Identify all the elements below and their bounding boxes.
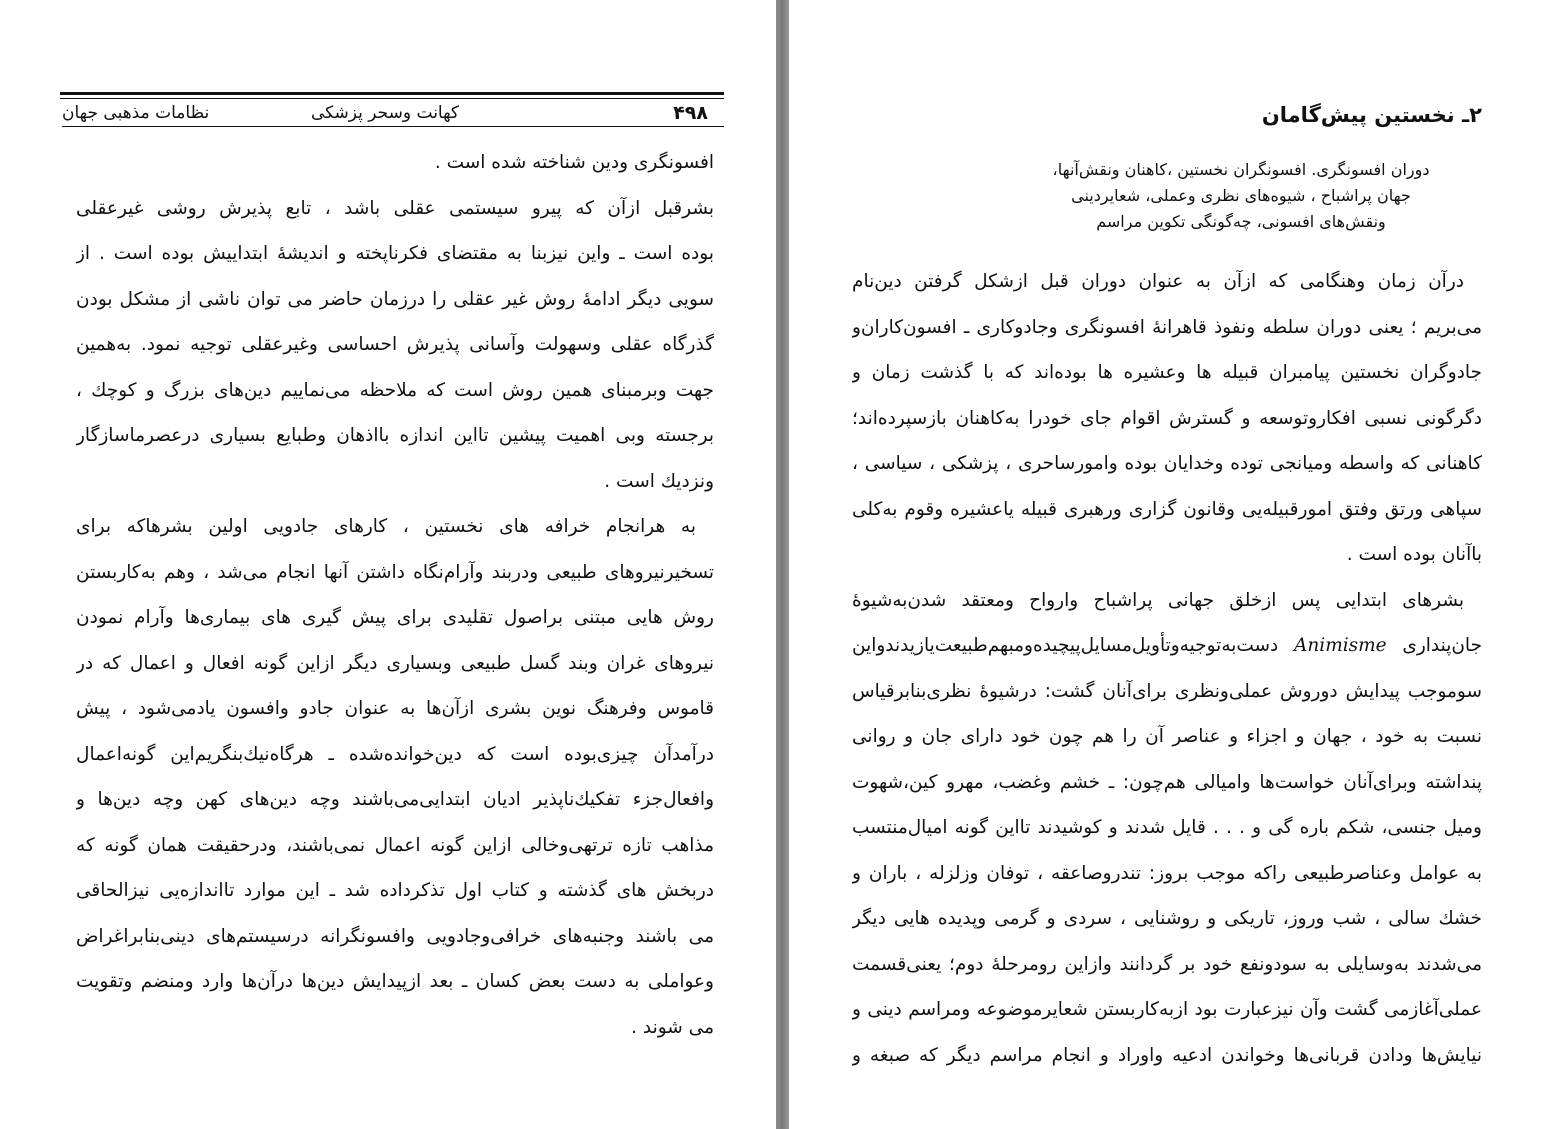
- text-line: سوموجب پیدایش دوروش عملی‌ونظری برای‌آنان گشت: درشیوهٔ نظری‌بنابرقیاس: [852, 680, 1482, 702]
- latin-term: Animisme: [1294, 635, 1387, 656]
- text-line: می باشند وجنبه‌های خرافی‌وجادویی وافسونگرانه درسیستم‌های دینی‌بنابراغراض: [76, 925, 714, 947]
- text-line: نسبت به خود ، جهان و اجزاء و عناصر آن را هم چون خود دارای جان و روانی: [852, 726, 1482, 747]
- text-line: ومیل جنسی، شکم باره گی و . . . قایل شدند و کوشیدند تااین گونه امیال‌منتسب: [852, 817, 1482, 838]
- text-line: بوده است ـ واین نیزبنا به مقتضای فکرناپخته و اندیشهٔ ابتداییش بوده است . از: [76, 243, 714, 264]
- summary-line: ونقش‌های افسونی، چه‌گونگی تکوین مراسم: [1096, 212, 1386, 231]
- text-line: عملی‌آغازمی گشت وآن نیزعبارت بود ازبه‌کاربستن شعایرموضوعه ومراسم دینی و: [852, 999, 1482, 1020]
- text-line: سپاهی ورتق وفتق امورقبیله‌یی وقانون گزاری ورهبری قبیله یاعشیره وقوم به‌کلی: [852, 498, 1482, 520]
- text-line: به هرانجام خرافه های نخستین ، کارهای جادویی اولین بشرهاکه برای: [76, 516, 696, 537]
- text-line: جهت وبرمبنای همین روش است که ملاحظه می‌نماییم دین‌های بزرگ و کوچك ،: [76, 379, 714, 401]
- text-line: روش هایی مبتنی براصول تقلیدی برای پیش گیری های بیماری‌ها وآرام نمودن: [76, 607, 714, 628]
- text-line: قاموس وفرهنگ نوین بشری ازآن‌ها به عنوان جادو وافسون یادمی‌شود ، پیش: [76, 698, 714, 719]
- text-line: گذرگاه عقلی وسهولت وآسانی پذیرش احساسی وغیرعقلی توجیه نمود. به‌همین: [76, 334, 714, 355]
- text-line: می‌بریم ؛ یعنی دوران سلطه ونفوذ قاهرانهٔ افسونگری وجادوکاری ـ افسون‌کاران‌و: [852, 316, 1482, 338]
- text-line: ونزدیك است .: [604, 470, 714, 492]
- text-line: کاهنانی که واسطه ومیانجی توده وخدایان بوده وامورساحری ، پزشکی ، سیاسی ،: [852, 453, 1482, 474]
- page-number: ۴۹۸: [673, 102, 708, 124]
- text-line: بشرقبل ازآن که پیرو سیستمی عقلی باشد ، تابع پذیرش روشی غیرعقلی: [76, 197, 714, 219]
- text-line: بشرهای ابتدایی پس ازخلق جهانی پراشباح وارواح ومعتقد شدن‌به‌شیوهٔ: [852, 589, 1464, 611]
- left-page-text: [76, 140, 714, 1050]
- text-line: به عوامل وعناصرطبیعی راکه موجب بروز: تندروصاعقه ، توفان وزلزله ، باران و: [852, 862, 1482, 884]
- section-title: ۲ـ نخستین پیش‌گامان: [1261, 103, 1482, 127]
- text-line: می‌شدند به‌وسایلی به سودونفع خود بر گردانند وازاین رومرحلهٔ دوم؛ یعنی‌قسمت: [852, 953, 1482, 975]
- text-line: وافعال‌جزء تفکیك‌ناپذیر ادیان ابتدایی‌می‌باشند وچه دین‌های کهن وچه دین‌ها و: [76, 789, 714, 810]
- header-rule-bottom: [62, 126, 724, 127]
- text-line: مذاهب تازه ترتهی‌وخالی ازاین گونه اعمال نمی‌باشند، ودرحقیقت همان گونه که: [76, 834, 714, 856]
- text-line: تسخیرنیروهای طبیعی ودربند وآرام‌نگاه داشتن آنها انجام می‌شد ، وهم به‌کاربستن: [76, 561, 714, 583]
- text-line: دگرگونی نسبی افکاروتوسعه و گسترش اقوام جای خودرا به‌کاهنان بازسپرده‌اند؛: [852, 407, 1482, 429]
- text-line: می شوند .: [631, 1016, 714, 1038]
- text-line: دربخش های گذشته و کتاب اول تذکرداده شد ـ این موارد تااندازه‌یی نیزالحاقی: [76, 880, 714, 901]
- text-line: وعواملی به دست بعض کسان ـ بعد ازپیدایش دین‌ها درآن‌ها وارد ومنضم وتقویت: [76, 971, 714, 992]
- text-line: پنداشته وبرای‌آنان خواست‌ها وامیالی هم‌چون: ـ خشم وغضب، مهرو کین،شهوت: [852, 771, 1482, 793]
- running-book-title: نظامات مذهبی جهان: [62, 103, 210, 123]
- text-line: خشك سالی ، شب وروز، تاریکی و روشنایی ، سردی و گرمی وپدیده هایی دیگر: [852, 908, 1482, 929]
- text-line: نیایش‌ها ودادن قربانی‌ها وخواندن ادعیه واوراد و انجام مراسم دیگر که صبغه و: [852, 1044, 1482, 1066]
- text-fragment: جان‌پنداری: [1402, 635, 1482, 656]
- text-line: جادوگران نخستین پیامبران قبیله ها وعشیره ها بوده‌اند که با گذشت زمان و: [852, 362, 1482, 383]
- text-line: برجسته وبی اهمیت پیشین تااین اندازه بااذهان وطبایع بسیاری درعصرماسازگار: [76, 425, 714, 446]
- text-fragment: دست‌به‌توجیه‌وتأویل‌مسایل‌پیچیده‌ومبهم‌طبیعت‌یازیدندواین: [852, 635, 1279, 656]
- summary-line: جهان پراشباح ، شیوه‌های نظری وعملی، شعایردینی: [1071, 186, 1411, 205]
- running-chapter-title: کهانت وسحر پزشکی: [310, 103, 460, 123]
- text-line: درآن زمان وهنگامی که ازآن به عنوان دوران قبل ازشکل گرفتن دین‌نام: [852, 271, 1464, 292]
- header-rule-top: [60, 92, 724, 95]
- text-line: نیروهای غران وبند گسل طبیعی وبسیاری دیگر ازاین گونه افعال و اعمال که در: [76, 652, 714, 674]
- summary-line: دوران افسونگری. افسونگران نخستین ،کاهنان ونقش‌آنها،: [1052, 160, 1430, 179]
- right-page-text: [852, 259, 1482, 1078]
- text-line: افسونگری ودین شناخته شده است .: [434, 152, 714, 173]
- text-line: [852, 623, 1482, 669]
- text-line: سویی دیگر ادامهٔ روش غیر عقلی را درزمان حاضر می توان ناشی از مشکل بودن: [76, 288, 714, 310]
- section-summary: [1000, 157, 1482, 235]
- text-line: درآمدآن چیزی‌بوده است که دین‌خوانده‌شده ـ هرگاه‌نیك‌بنگریم‌این گونه‌اعمال: [76, 743, 714, 765]
- text-line: باآنان بوده است .: [1346, 544, 1482, 565]
- page-gutter: [776, 0, 789, 1129]
- header-rule-top-thin: [60, 98, 724, 99]
